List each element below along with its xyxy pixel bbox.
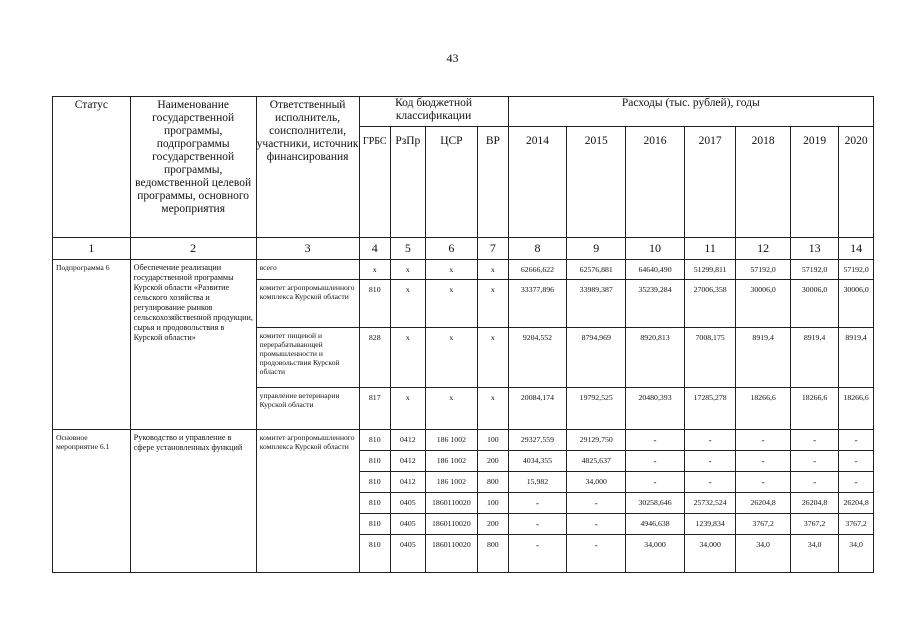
column-number: 6 <box>425 238 477 260</box>
cell-grbs: 810 <box>359 451 390 472</box>
column-number: 1 <box>53 238 131 260</box>
cell-grbs: х <box>359 260 390 280</box>
cell-grbs: 810 <box>359 535 390 573</box>
cell-grbs: 810 <box>359 493 390 514</box>
column-number: 14 <box>839 238 874 260</box>
cell-rzpr: 0405 <box>391 535 426 573</box>
cell-value: - <box>684 472 735 493</box>
column-number: 3 <box>256 238 359 260</box>
row-executor: всего <box>256 260 359 280</box>
column-number: 8 <box>508 238 567 260</box>
header-status: Статус <box>53 97 131 238</box>
cell-grbs: 810 <box>359 430 390 451</box>
cell-value: 25732,524 <box>684 493 735 514</box>
header-year: 2020 <box>839 127 874 238</box>
cell-vr: х <box>478 388 508 430</box>
cell-value: 1239,834 <box>684 514 735 535</box>
cell-rzpr: 0412 <box>391 451 426 472</box>
cell-csr: 186 1002 <box>425 472 477 493</box>
cell-value: 62576,881 <box>567 260 626 280</box>
column-number: 4 <box>359 238 390 260</box>
cell-value: - <box>839 451 874 472</box>
header-budget-code: Код бюджетной классификации <box>359 97 508 127</box>
column-number: 13 <box>790 238 838 260</box>
header-csr: ЦСР <box>425 127 477 238</box>
cell-rzpr: 0412 <box>391 472 426 493</box>
cell-value: 3767,2 <box>790 514 838 535</box>
cell-vr: х <box>478 280 508 328</box>
cell-value: 30006,0 <box>839 280 874 328</box>
cell-value: 9204,552 <box>508 328 567 388</box>
row-status: Подпрограмма 6 <box>53 260 131 430</box>
cell-value: 18266,6 <box>736 388 791 430</box>
cell-value: 30258,646 <box>626 493 685 514</box>
cell-value: 8919,4 <box>736 328 791 388</box>
cell-value: 33989,387 <box>567 280 626 328</box>
cell-value: 29129,750 <box>567 430 626 451</box>
header-year: 2019 <box>790 127 838 238</box>
cell-value: 57192,0 <box>736 260 791 280</box>
cell-value: - <box>839 430 874 451</box>
cell-value: 4946,638 <box>626 514 685 535</box>
cell-value: 26204,8 <box>790 493 838 514</box>
page-number: 43 <box>446 51 459 65</box>
cell-value: 4034,355 <box>508 451 567 472</box>
table-row <box>53 260 874 280</box>
cell-rzpr: 0412 <box>391 430 426 451</box>
cell-value: 57192,0 <box>790 260 838 280</box>
cell-csr: 186 1002 <box>425 451 477 472</box>
cell-value: - <box>790 451 838 472</box>
cell-vr: 100 <box>478 430 508 451</box>
cell-vr: 200 <box>478 514 508 535</box>
cell-csr: 186 1002 <box>425 430 477 451</box>
cell-value: 34,000 <box>626 535 685 573</box>
cell-grbs: 810 <box>359 280 390 328</box>
cell-csr: х <box>425 280 477 328</box>
header-year: 2018 <box>736 127 791 238</box>
row-executor: комитет агропромышленного комплекса Курской области <box>256 430 359 573</box>
cell-value: - <box>626 472 685 493</box>
cell-value: 26204,8 <box>839 493 874 514</box>
cell-value: - <box>684 451 735 472</box>
cell-csr: х <box>425 260 477 280</box>
cell-value: - <box>567 493 626 514</box>
cell-value: 35239,284 <box>626 280 685 328</box>
cell-value: - <box>567 514 626 535</box>
cell-value: - <box>736 451 791 472</box>
column-numbers-row <box>53 238 874 260</box>
cell-value: 18266,6 <box>790 388 838 430</box>
cell-value: 57192,0 <box>839 260 874 280</box>
cell-value: - <box>508 514 567 535</box>
cell-value: - <box>567 535 626 573</box>
cell-value: 30006,0 <box>790 280 838 328</box>
cell-value: 4825,637 <box>567 451 626 472</box>
cell-grbs: 817 <box>359 388 390 430</box>
cell-value: - <box>508 535 567 573</box>
cell-value: 8919,4 <box>839 328 874 388</box>
header-vr: ВР <box>478 127 508 238</box>
cell-value: 27006,358 <box>684 280 735 328</box>
cell-rzpr: х <box>391 280 426 328</box>
cell-csr: х <box>425 388 477 430</box>
row-status: Основное мероприятие 6.1 <box>53 430 131 573</box>
cell-value: 51299,811 <box>684 260 735 280</box>
column-number: 11 <box>684 238 735 260</box>
column-number: 5 <box>391 238 426 260</box>
cell-value: 20480,393 <box>626 388 685 430</box>
cell-vr: 100 <box>478 493 508 514</box>
table-row <box>53 430 874 451</box>
cell-vr: 200 <box>478 451 508 472</box>
cell-value: 17285,278 <box>684 388 735 430</box>
column-number: 7 <box>478 238 508 260</box>
column-number: 2 <box>130 238 256 260</box>
column-number: 9 <box>567 238 626 260</box>
cell-value: 34,000 <box>684 535 735 573</box>
cell-csr: 1860110020 <box>425 493 477 514</box>
cell-value: - <box>684 430 735 451</box>
budget-table <box>52 96 874 573</box>
cell-value: - <box>839 472 874 493</box>
cell-value: - <box>508 493 567 514</box>
header-rzpr: РзПр <box>391 127 426 238</box>
row-program-name: Обеспечение реализации государственной программы Курской области «Развитие сельского хозяйства и регулирование рынков сельскохозяйственной продукции, сырья и продовольствия в Курской области» <box>130 260 256 430</box>
cell-value: 8794,969 <box>567 328 626 388</box>
column-number: 10 <box>626 238 685 260</box>
cell-value: 29327,559 <box>508 430 567 451</box>
cell-value: 34,0 <box>839 535 874 573</box>
cell-rzpr: х <box>391 260 426 280</box>
cell-value: 33377,896 <box>508 280 567 328</box>
cell-rzpr: х <box>391 388 426 430</box>
header-executor: Ответственный исполнитель, соисполнители, участники, источник финансирования <box>256 97 359 238</box>
cell-csr: х <box>425 328 477 388</box>
cell-csr: 1860110020 <box>425 514 477 535</box>
header-program-name: Наименование государственной программы, подпрограммы государственной программы, ведомственной целевой программы, основного мероприятия <box>130 97 256 238</box>
header-grbs: ГРБС <box>359 127 390 238</box>
cell-vr: х <box>478 260 508 280</box>
cell-value: 62666,622 <box>508 260 567 280</box>
cell-rzpr: 0405 <box>391 514 426 535</box>
cell-grbs: 828 <box>359 328 390 388</box>
column-number: 12 <box>736 238 791 260</box>
cell-value: 19792,525 <box>567 388 626 430</box>
cell-value: - <box>626 430 685 451</box>
row-executor: комитет пищевой и перерабатывающей промышленности и продовольствия Курской области <box>256 328 359 388</box>
cell-csr: 1860110020 <box>425 535 477 573</box>
cell-vr: х <box>478 328 508 388</box>
header-year: 2014 <box>508 127 567 238</box>
cell-value: 8920,813 <box>626 328 685 388</box>
cell-value: - <box>790 472 838 493</box>
cell-vr: 800 <box>478 535 508 573</box>
cell-value: 15,982 <box>508 472 567 493</box>
cell-grbs: 810 <box>359 514 390 535</box>
cell-value: 18266,6 <box>839 388 874 430</box>
cell-rzpr: х <box>391 328 426 388</box>
cell-value: 3767,2 <box>839 514 874 535</box>
cell-value: 34,0 <box>790 535 838 573</box>
cell-value: - <box>626 451 685 472</box>
cell-value: - <box>790 430 838 451</box>
cell-value: 26204,8 <box>736 493 791 514</box>
cell-vr: 800 <box>478 472 508 493</box>
header-year: 2015 <box>567 127 626 238</box>
cell-value: 64640,490 <box>626 260 685 280</box>
cell-value: 8919,4 <box>790 328 838 388</box>
header-year: 2017 <box>684 127 735 238</box>
header-row <box>53 97 874 127</box>
header-expenses: Расходы (тыс. рублей), годы <box>508 97 873 127</box>
row-executor: управление ветеринарии Курской области <box>256 388 359 430</box>
row-executor: комитет агропромышленного комплекса Курской области <box>256 280 359 328</box>
cell-value: 30006,0 <box>736 280 791 328</box>
cell-value: 3767,2 <box>736 514 791 535</box>
header-year: 2016 <box>626 127 685 238</box>
row-program-name: Руководство и управление в сфере установленных функций <box>130 430 256 573</box>
cell-value: 7008,175 <box>684 328 735 388</box>
cell-value: 34,0 <box>736 535 791 573</box>
cell-rzpr: 0405 <box>391 493 426 514</box>
cell-value: 34,000 <box>567 472 626 493</box>
cell-value: 20084,174 <box>508 388 567 430</box>
cell-grbs: 810 <box>359 472 390 493</box>
cell-value: - <box>736 472 791 493</box>
cell-value: - <box>736 430 791 451</box>
